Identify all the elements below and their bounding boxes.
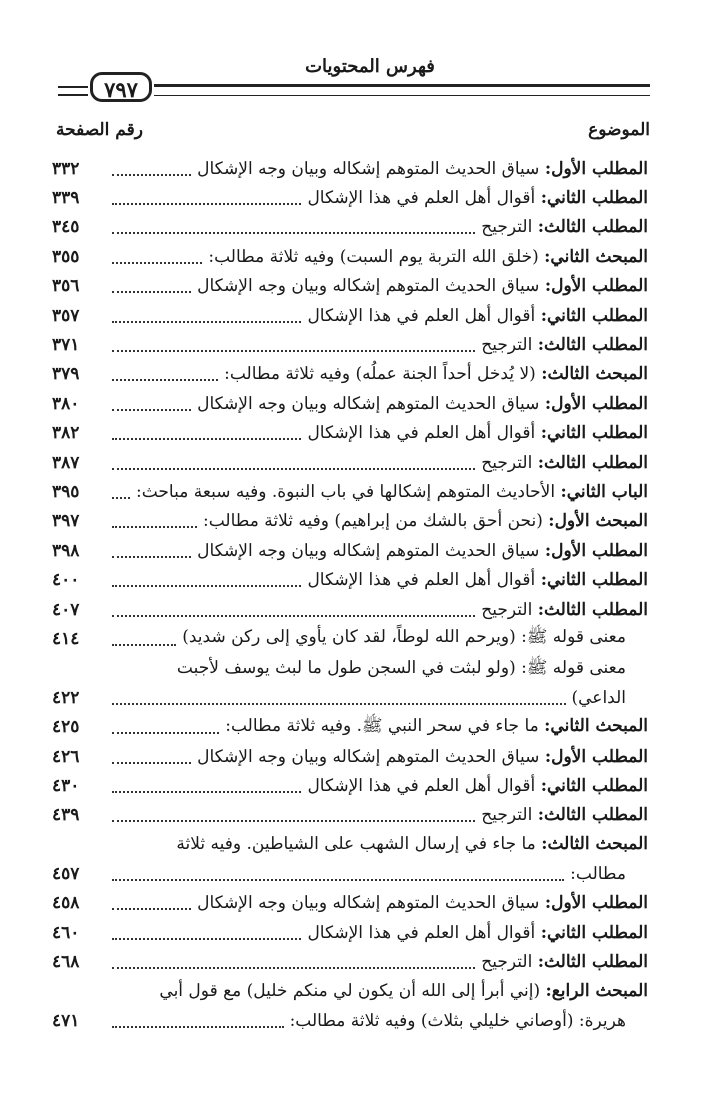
toc-entry-label: المطلب الثالث: (537, 805, 648, 826)
toc-entry-text (481, 217, 648, 237)
toc-entry-text (481, 453, 648, 473)
toc-entry-label: المطلب الأول: (544, 276, 648, 297)
toc-entry-label: الباب الثاني: (560, 481, 648, 502)
toc-entry-label: المطلب الأول: (544, 393, 648, 414)
toc-entry-label: المطلب الأول: (544, 893, 648, 914)
toc-entry (52, 154, 648, 183)
toc-entry-page: ٣٥٦ (52, 276, 80, 297)
toc-entry-text (570, 864, 626, 884)
toc-entry-title: سياق الحديث المتوهم إشكاله وبيان وجه الإشكال (197, 393, 545, 414)
table-of-contents (52, 154, 648, 1036)
dot-leader (112, 585, 301, 587)
toc-entry-page: ٤٣٩ (52, 805, 80, 826)
toc-entry (52, 477, 648, 506)
toc-entry-title: أقوال أهل العلم في هذا الإشكال (307, 423, 541, 444)
dot-leader (112, 468, 475, 470)
toc-entry-label: المطلب الثالث: (537, 952, 648, 973)
dot-leader (112, 879, 564, 881)
dot-leader (112, 703, 566, 705)
dot-leader (112, 409, 191, 411)
toc-entry-title: سياق الحديث المتوهم إشكاله وبيان وجه الإشكال (197, 158, 545, 179)
toc-entry-label: المطلب الثاني: (540, 570, 648, 591)
toc-entry-title: معنى قوله ﷺ: (ويرحم الله لوطاً، لقد كان يأوي إلى ركن شديد) (182, 627, 626, 648)
dot-leader (112, 438, 301, 440)
toc-entry-text (197, 747, 648, 767)
dot-leader (112, 644, 176, 646)
dot-leader (112, 615, 475, 617)
toc-entry-text (182, 626, 626, 651)
dot-leader (112, 762, 191, 764)
toc-entry-page: ٣٣٢ (52, 158, 80, 179)
column-header-topic: الموضوع (588, 120, 650, 140)
toc-entry-title: سياق الحديث المتوهم إشكاله وبيان وجه الإشكال (197, 540, 545, 561)
toc-entry-text (177, 658, 626, 678)
toc-entry (52, 712, 648, 741)
dot-leader (112, 203, 301, 205)
toc-entry-title: سياق الحديث المتوهم إشكاله وبيان وجه الإشكال (197, 276, 545, 297)
toc-entry-title: ما جاء في إرسال الشهب على الشياطين. وفيه ثلاثة (176, 833, 542, 854)
dot-leader (112, 791, 301, 793)
toc-entry-text (307, 306, 648, 326)
toc-entry (52, 536, 648, 565)
toc-entry-page: ٣٥٧ (52, 305, 80, 326)
toc-entry-text (307, 776, 648, 796)
dot-leader (112, 908, 191, 910)
toc-entry-label: المطلب الثالث: (537, 217, 648, 238)
toc-entry-line (52, 830, 648, 859)
toc-entry-page: ٤٢٥ (52, 717, 80, 738)
toc-entry (52, 889, 648, 918)
toc-entry (52, 213, 648, 242)
dot-leader (112, 732, 219, 734)
toc-entry-title: الترجيح (481, 805, 538, 826)
toc-entry-line (52, 977, 648, 1006)
toc-entry-title: ما جاء في سحر النبي ﷺ. وفيه ثلاثة مطالب: (225, 715, 545, 736)
toc-entry-label: المطلب الأول: (544, 158, 648, 179)
toc-entry (52, 419, 648, 448)
toc-entry-page: ٣٨٢ (52, 423, 80, 444)
toc-entry-label: المطلب الأول: (544, 746, 648, 767)
toc-entry (52, 918, 648, 947)
toc-entry-title: أقوال أهل العلم في هذا الإشكال (307, 188, 541, 209)
toc-entry-title: (إني أبرأ إلى الله أن يكون لي منكم خليل) مع قول أبي (159, 980, 546, 1001)
toc-entry-label: المطلب الثاني: (540, 423, 648, 444)
toc-entry-line (52, 654, 648, 683)
toc-entry (52, 948, 648, 977)
dot-leader (112, 526, 197, 528)
toc-entry (52, 360, 648, 389)
toc-entry-title: سياق الحديث المتوهم إشكاله وبيان وجه الإشكال (197, 893, 545, 914)
toc-entry-title: أقوال أهل العلم في هذا الإشكال (307, 922, 541, 943)
dot-leader (112, 938, 301, 940)
toc-entry-text (481, 952, 648, 972)
toc-entry-label: المبحث الثاني: (544, 715, 648, 736)
toc-entry-title: أقوال أهل العلم في هذا الإشكال (307, 570, 541, 591)
toc-entry (52, 272, 648, 301)
toc-entry-text (197, 893, 648, 913)
toc-entry-page: ٤٠٠ (52, 570, 80, 591)
toc-entry-page: ٣٤٥ (52, 217, 80, 238)
header-rule-left (58, 86, 88, 96)
toc-entry (52, 977, 648, 1036)
toc-entry-page: ٤٢٦ (52, 746, 80, 767)
toc-entry-label: المطلب الثالث: (537, 335, 648, 356)
toc-entry-title: الترجيح (481, 452, 538, 473)
toc-entry-page: ٤٥٨ (52, 893, 80, 914)
toc-entry-text (197, 394, 648, 414)
toc-entry-page: ٤٣٠ (52, 775, 80, 796)
toc-entry-label: المبحث الرابع: (545, 980, 648, 1001)
toc-entry-text (307, 923, 648, 943)
toc-entry-page: ٤٠٧ (52, 599, 80, 620)
dot-leader (112, 556, 191, 558)
toc-entry-text (136, 482, 648, 502)
toc-entry-title: الترجيح (481, 335, 538, 356)
toc-entry-page: ٣٥٥ (52, 246, 80, 267)
toc-entry (52, 389, 648, 418)
toc-entry (52, 624, 648, 653)
toc-entry-label: المبحث الأول: (548, 511, 648, 532)
toc-entry (52, 654, 648, 713)
toc-entry-text (176, 834, 648, 854)
toc-entry-title: أقوال أهل العلم في هذا الإشكال (307, 305, 541, 326)
dot-leader (112, 291, 191, 293)
toc-entry-text (197, 276, 648, 296)
toc-entry-line (52, 683, 648, 712)
toc-entry (52, 830, 648, 889)
toc-entry-label: المبحث الثاني: (544, 246, 648, 267)
toc-entry-page: ٤٦٠ (52, 922, 80, 943)
toc-entry-page: ٣٩٨ (52, 540, 80, 561)
toc-entry-page: ٤٥٧ (52, 864, 80, 885)
dot-leader (112, 174, 191, 176)
toc-entry-text (197, 159, 648, 179)
toc-entry (52, 183, 648, 212)
toc-entry-text (224, 364, 648, 384)
toc-entry-text (481, 335, 648, 355)
dot-leader (112, 350, 475, 352)
toc-entry-text (225, 715, 648, 740)
toc-entry-text (307, 188, 648, 208)
toc-entry-text (307, 423, 648, 443)
toc-entry (52, 742, 648, 771)
toc-entry-page: ٤٧١ (52, 1011, 80, 1032)
toc-entry-title: (خلق الله التربة يوم السبت) وفيه ثلاثة مطالب: (208, 246, 545, 267)
toc-entry (52, 801, 648, 830)
toc-entry-label: المطلب الثالث: (537, 599, 648, 620)
toc-entry-page: ٣٩٥ (52, 481, 80, 502)
toc-entry (52, 507, 648, 536)
dot-leader (112, 820, 475, 822)
toc-entry-line (52, 1006, 648, 1035)
dot-leader (112, 497, 130, 499)
header-rule (154, 84, 650, 96)
toc-entry-page: ٣٨٧ (52, 452, 80, 473)
toc-entry-title: سياق الحديث المتوهم إشكاله وبيان وجه الإشكال (197, 746, 545, 767)
toc-entry-label: المطلب الثاني: (540, 922, 648, 943)
page-header-title: فهرس المحتويات (305, 56, 435, 77)
toc-entry-line (52, 859, 648, 888)
toc-entry-text (208, 247, 648, 267)
toc-entry-text (290, 1011, 626, 1031)
toc-entry-text (159, 981, 648, 1001)
toc-entry-label: المطلب الثالث: (537, 452, 648, 473)
toc-entry (52, 448, 648, 477)
toc-entry (52, 330, 648, 359)
toc-entry-page: ٤١٤ (52, 628, 80, 649)
toc-entry-title: معنى قوله ﷺ: (ولو لبثت في السجن طول ما لبث يوسف لأجبت (176, 657, 626, 678)
toc-entry-title: (نحن أحق بالشك من إبراهيم) وفيه ثلاثة مطالب: (203, 511, 549, 532)
dot-leader (112, 232, 475, 234)
toc-entry-text (307, 570, 648, 590)
toc-entry (52, 771, 648, 800)
toc-entry-label: المبحث الثالث: (541, 364, 648, 385)
toc-entry-label: المبحث الثالث: (541, 833, 648, 854)
dot-leader (112, 967, 475, 969)
toc-entry-label: المطلب الثاني: (540, 188, 648, 209)
toc-entry-page: ٣٣٩ (52, 188, 80, 209)
toc-entry (52, 301, 648, 330)
dot-leader (112, 262, 202, 264)
toc-entry-label: المطلب الأول: (544, 540, 648, 561)
toc-entry (52, 565, 648, 594)
toc-entry-title: أقوال أهل العلم في هذا الإشكال (307, 775, 541, 796)
page-number-badge: ٧٩٧ (90, 72, 152, 102)
toc-entry-text (203, 511, 648, 531)
toc-entry-text (481, 805, 648, 825)
toc-entry-label: المطلب الثاني: (540, 305, 648, 326)
toc-entry-text (481, 600, 648, 620)
dot-leader (112, 321, 301, 323)
toc-entry-title: الترجيح (481, 217, 538, 238)
toc-entry (52, 242, 648, 271)
dot-leader (112, 1026, 284, 1028)
toc-entry-text (197, 541, 648, 561)
toc-entry-page: ٣٧٩ (52, 364, 80, 385)
toc-entry-page: ٣٨٠ (52, 393, 80, 414)
column-header-page: رقم الصفحة (56, 120, 143, 140)
toc-entry-title: الترجيح (481, 599, 538, 620)
toc-entry-title: (لا يُدخل أحداً الجنة عملُه) وفيه ثلاثة مطالب: (224, 364, 542, 385)
toc-entry-title: هريرة: (أوصاني خليلي بثلاث) وفيه ثلاثة مطالب: (289, 1011, 626, 1032)
toc-entry-text (572, 688, 627, 708)
toc-entry-label: المطلب الثاني: (540, 775, 648, 796)
toc-entry-title: الداعي) (571, 687, 626, 708)
toc-entry-page: ٤٦٨ (52, 952, 80, 973)
toc-entry (52, 595, 648, 624)
toc-entry-page: ٣٩٧ (52, 511, 80, 532)
dot-leader (112, 379, 218, 381)
toc-entry-title: الأحاديث المتوهم إشكالها في باب النبوة. وفيه سبعة مباحث: (136, 481, 561, 502)
toc-entry-title: مطالب: (570, 864, 626, 885)
toc-entry-page: ٤٢٢ (52, 687, 80, 708)
toc-entry-page: ٣٧١ (52, 335, 80, 356)
toc-entry-title: الترجيح (481, 952, 538, 973)
